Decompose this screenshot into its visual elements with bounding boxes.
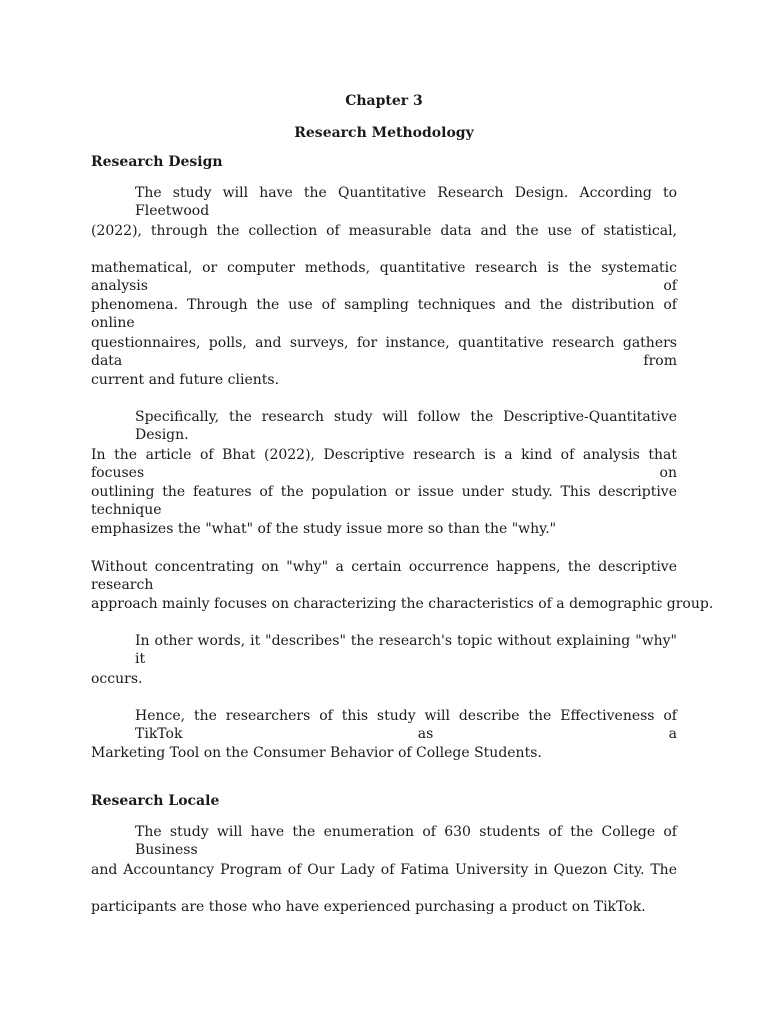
paragraph-line: participants are those who have experienced purchasing a product on TikTok. bbox=[91, 899, 646, 915]
paragraph-line: In other words, it "describes" the research's topic without explaining "why" it bbox=[135, 633, 677, 667]
paragraph-line: Without concentrating on "why" a certain occurrence happens, the descriptive research bbox=[91, 559, 677, 593]
paragraph-line: The study will have the enumeration of 630 students of the College of Business bbox=[135, 824, 677, 858]
chapter-label: Chapter 3 bbox=[345, 93, 423, 109]
paragraph-line: phenomena. Through the use of sampling techniques and the distribution of online bbox=[91, 297, 677, 331]
paragraph-line: mathematical, or computer methods, quantitative research is the systematic analysis of bbox=[91, 260, 677, 294]
paragraph-line: (2022), through the collection of measurable data and the use of statistical, bbox=[91, 223, 677, 239]
paragraph-line: In the article of Bhat (2022), Descriptive research is a kind of analysis that focuses on bbox=[91, 447, 677, 481]
paragraph-line: Marketing Tool on the Consumer Behavior of College Students. bbox=[91, 745, 542, 761]
paragraph-line: Hence, the researchers of this study will describe the Effectiveness of TikTok as a bbox=[135, 708, 677, 742]
paragraph-line: The study will have the Quantitative Research Design. According to Fleetwood bbox=[135, 185, 677, 219]
paragraph-line: current and future clients. bbox=[91, 372, 280, 388]
paragraph-line: Specifically, the research study will follow the Descriptive-Quantitative Design. bbox=[135, 409, 677, 443]
paragraph-line: approach mainly focuses on characterizing the characteristics of a demographic group. bbox=[91, 596, 714, 612]
section-heading-research-design: Research Design bbox=[91, 154, 223, 170]
paragraph-line: and Accountancy Program of Our Lady of Fatima University in Quezon City. The bbox=[91, 862, 677, 878]
section-heading-research-locale: Research Locale bbox=[91, 793, 220, 809]
paragraph-line: occurs. bbox=[91, 671, 143, 687]
page-title: Research Methodology bbox=[294, 125, 474, 141]
paragraph-line: questionnaires, polls, and surveys, for instance, quantitative research gathers data from bbox=[91, 335, 677, 369]
paragraph-line: emphasizes the "what" of the study issue more so than the "why." bbox=[91, 521, 557, 537]
paragraph-line: outlining the features of the population or issue under study. This descriptive technique bbox=[91, 484, 677, 518]
